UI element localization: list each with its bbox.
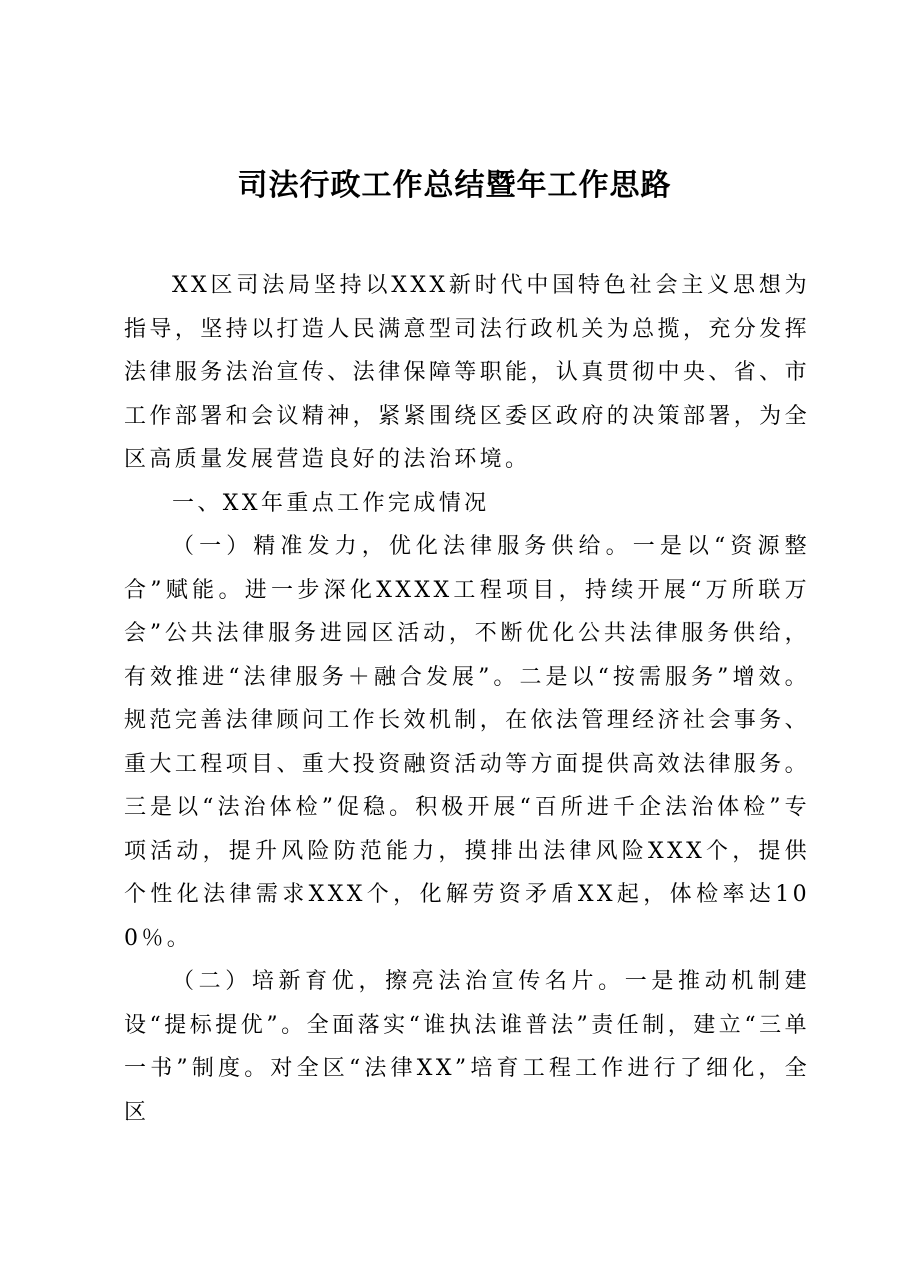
subsection-paragraph-1: （一）精准发力，优化法律服务供给。一是以“资源整合”赋能。进一步深化XXXX工程项目，持续开展“万所联万会”公共法律服务进园区活动，不断优化公共法律服务供给，有效推进“法律服务＋融合发展”。二是以“按需服务”增效。规范完善法律顾问工作长效机制，在依法管理经济社会事务、重大工程项目、重大投资融资活动等方面提供高效法律服务。三是以“法治体检”促稳。积极开展“百所进千企法治体检”专项活动，提升风险防范能力，摸排出法律风险XXX个，提供个性化法律需求XXX个，化解劳资矛盾XX起，体检率达100％。 <box>124 534 810 951</box>
document-body <box>124 264 810 1134</box>
subsection-paragraph-2: （二）培新育优，擦亮法治宣传名片。一是推动机制建设“提标提优”。全面落实“谁执法谁普法”责任制，建立“三单一书”制度。对全区“法律XX”培育工程工作进行了细化，全区 <box>124 969 810 1125</box>
intro-paragraph: XX区司法局坚持以XXX新时代中国特色社会主义思想为指导，坚持以打造人民满意型司法行政机关为总揽，充分发挥法律服务法治宣传、法律保障等职能，认真贯彻中央、省、市工作部署和会议精神，紧紧围绕区委区政府的决策部署，为全区高质量发展营造良好的法治环境。 <box>124 273 810 472</box>
section-heading: 一、XX年重点工作完成情况 <box>172 490 490 516</box>
document-title: 司法行政工作总结暨年工作思路 <box>237 168 672 203</box>
